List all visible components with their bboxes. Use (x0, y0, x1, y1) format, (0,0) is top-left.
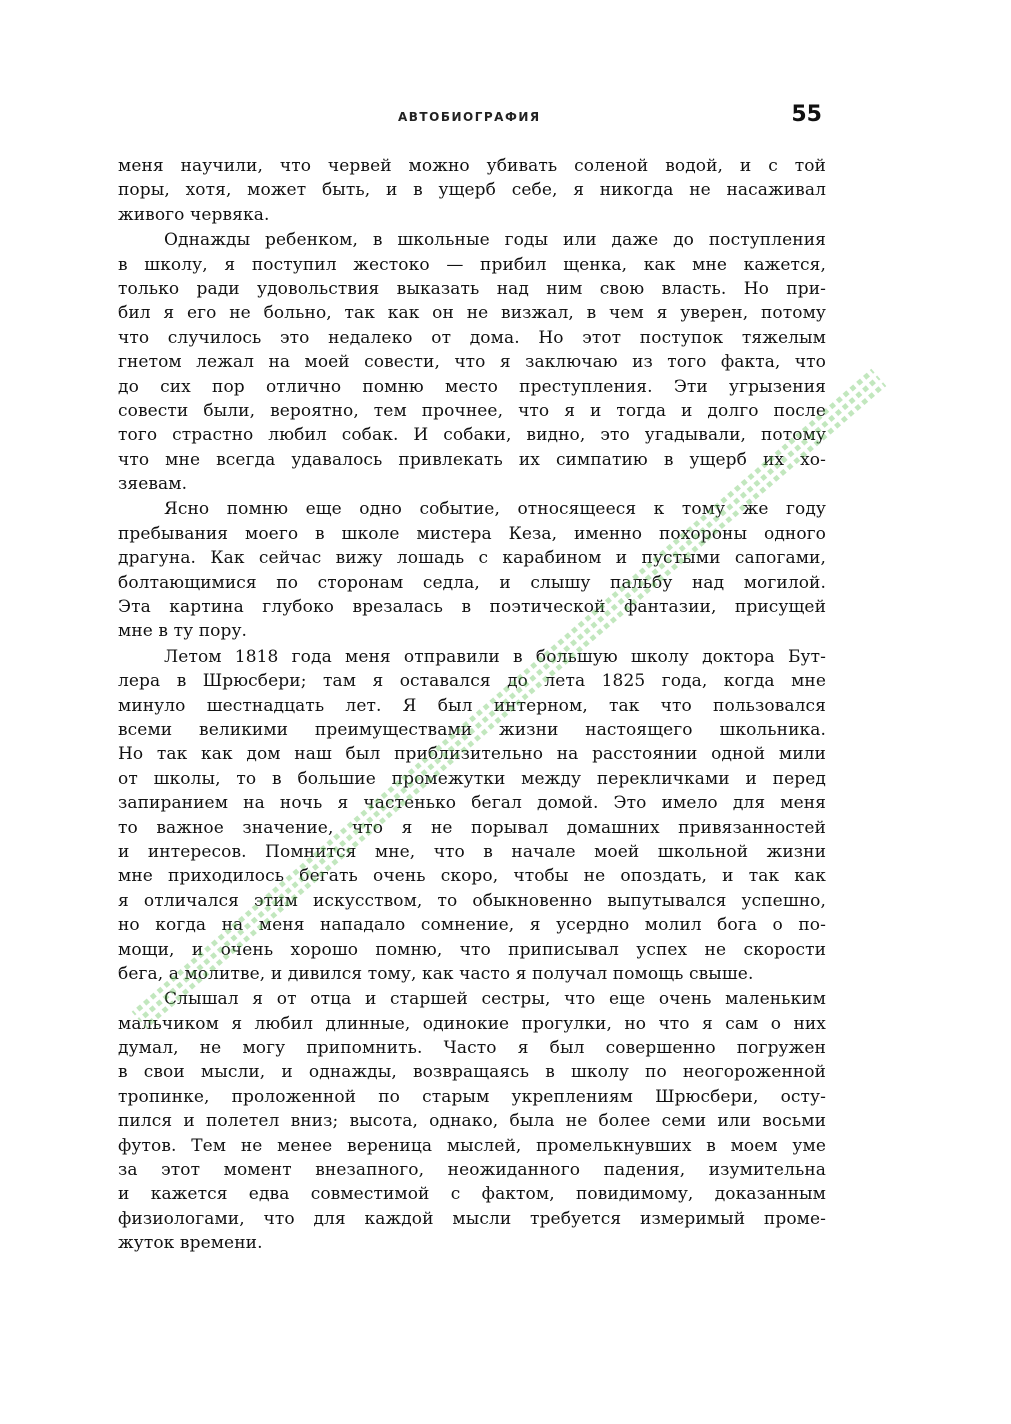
text-line: физиологами, что для каждой мысли требуется измеримый проме- (118, 1208, 826, 1229)
text-line: до сих пор отлично помню место преступления. Эти угрызения (118, 376, 826, 397)
text-line: Слышал я от отца и старшей сестры, что еще очень маленьким (164, 989, 826, 1010)
text-line: поры, хотя, может быть, и в ущерб себе, я никогда не насаживал (118, 180, 826, 201)
text-line: в свои мысли, и однажды, возвращаясь в школу по неогороженной (118, 1062, 826, 1083)
text-line: и интересов. Помнится мне, что в начале моей школьной жизни (118, 841, 826, 862)
text-line: живого червяка. (118, 204, 270, 225)
text-line: гнетом лежал на моей совести, что я заключаю из того факта, что (118, 352, 826, 373)
text-line: Летом 1818 года меня отправили в большую школу доктора Бут- (164, 646, 826, 667)
text-line: футов. Тем не менее вереница мыслей, промелькнувших в моем уме (118, 1135, 826, 1156)
text-line: драгуна. Как сейчас вижу лошадь с карабином и пустыми сапогами, (118, 548, 826, 569)
text-line: я отличался этим искусством, то обыкновенно выпутывался успешно, (118, 890, 826, 911)
text-line: Ясно помню еще одно событие, относящееся к тому же году (164, 499, 826, 520)
paragraph (118, 228, 826, 496)
text-line: жуток времени. (118, 1233, 263, 1254)
text-line: и кажется едва совместимой с фактом, повидимому, доказанным (118, 1184, 826, 1205)
text-line: меня научили, что червей можно убивать соленой водой, и с той (118, 156, 826, 176)
paragraph (118, 497, 826, 643)
text-line: Однажды ребенком, в школьные годы или даже до поступления (164, 230, 826, 251)
running-title: АВТОБИОГРАФИЯ (398, 110, 541, 124)
paragraph (118, 645, 826, 986)
paragraph (118, 987, 826, 1255)
page-header (118, 100, 826, 136)
text-line: пился и полетел вниз; высота, однако, была не более семи или восьми (118, 1111, 826, 1132)
text-line: за этот момент внезапного, неожиданного падения, изумительна (118, 1160, 826, 1181)
text-line: думал, не могу припомнить. Часто я был совершенно погружен (118, 1038, 826, 1059)
page-number: 55 (791, 102, 822, 127)
text-line: бил я его не больно, так как он не визжал, в чем я уверен, потому (118, 303, 826, 324)
text-line: мальчиком я любил длинные, одинокие прогулки, но что я сам о них (118, 1013, 826, 1034)
text-line: зяевам. (118, 474, 188, 495)
text-line: мне в ту пору. (118, 621, 248, 642)
text-line: но когда на меня нападало сомнение, я усердно молил бога о по- (118, 915, 826, 936)
text-line: совести были, вероятно, тем прочнее, что я и тогда и долго после (118, 400, 826, 421)
text-line: тропинке, проложенной по старым укреплениям Шрюсбери, осту- (118, 1086, 826, 1107)
text-line: лера в Шрюсбери; там я оставался до лета 1825 года, когда мне (118, 671, 826, 692)
text-line: мне приходилось бегать очень скоро, чтобы не опоздать, и так как (118, 866, 826, 887)
paragraph (118, 154, 826, 227)
text-line: пребывания моего в школе мистера Кеза, именно похороны одного (118, 523, 826, 544)
text-line: мощи, и очень хорошо помню, что приписывал успех не скорости (118, 939, 826, 960)
text-line: что мне всегда удавалось привлекать их симпатию в ущерб их хо- (118, 449, 826, 470)
text-line: всеми великими преимуществами жизни настоящего школьника. (118, 719, 826, 740)
text-line: болтающимися по сторонам седла, и слышу пальбу над могилой. (118, 572, 826, 593)
text-line: минуло шестнадцать лет. Я был интерном, так что пользовался (118, 695, 826, 716)
text-line: то важное значение, что я не порывал домашних привязанностей (118, 817, 826, 838)
text-line: в школу, я поступил жестоко — прибил щенка, как мне кажется, (118, 254, 826, 275)
body-text (118, 154, 826, 1256)
text-line: запиранием на ночь я частенько бегал домой. Это имело для меня (118, 793, 826, 814)
text-line: что случилось это недалеко от дома. Но этот поступок тяжелым (118, 327, 826, 348)
text-line: бега, а молитве, и дивился тому, как часто я получал помощь свыше. (118, 963, 754, 984)
text-line: от школы, то в большие промежутки между перекличками и перед (118, 768, 826, 789)
text-line: Эта картина глубоко врезалась в поэтической фантазии, присущей (118, 597, 826, 618)
text-line: того страстно любил собак. И собаки, видно, это угадывали, потому (118, 425, 826, 446)
text-line: только ради удовольствия выказать над ним свою власть. Но при- (118, 278, 826, 299)
text-line: Но так как дом наш был приблизительно на расстоянии одной мили (118, 744, 826, 765)
